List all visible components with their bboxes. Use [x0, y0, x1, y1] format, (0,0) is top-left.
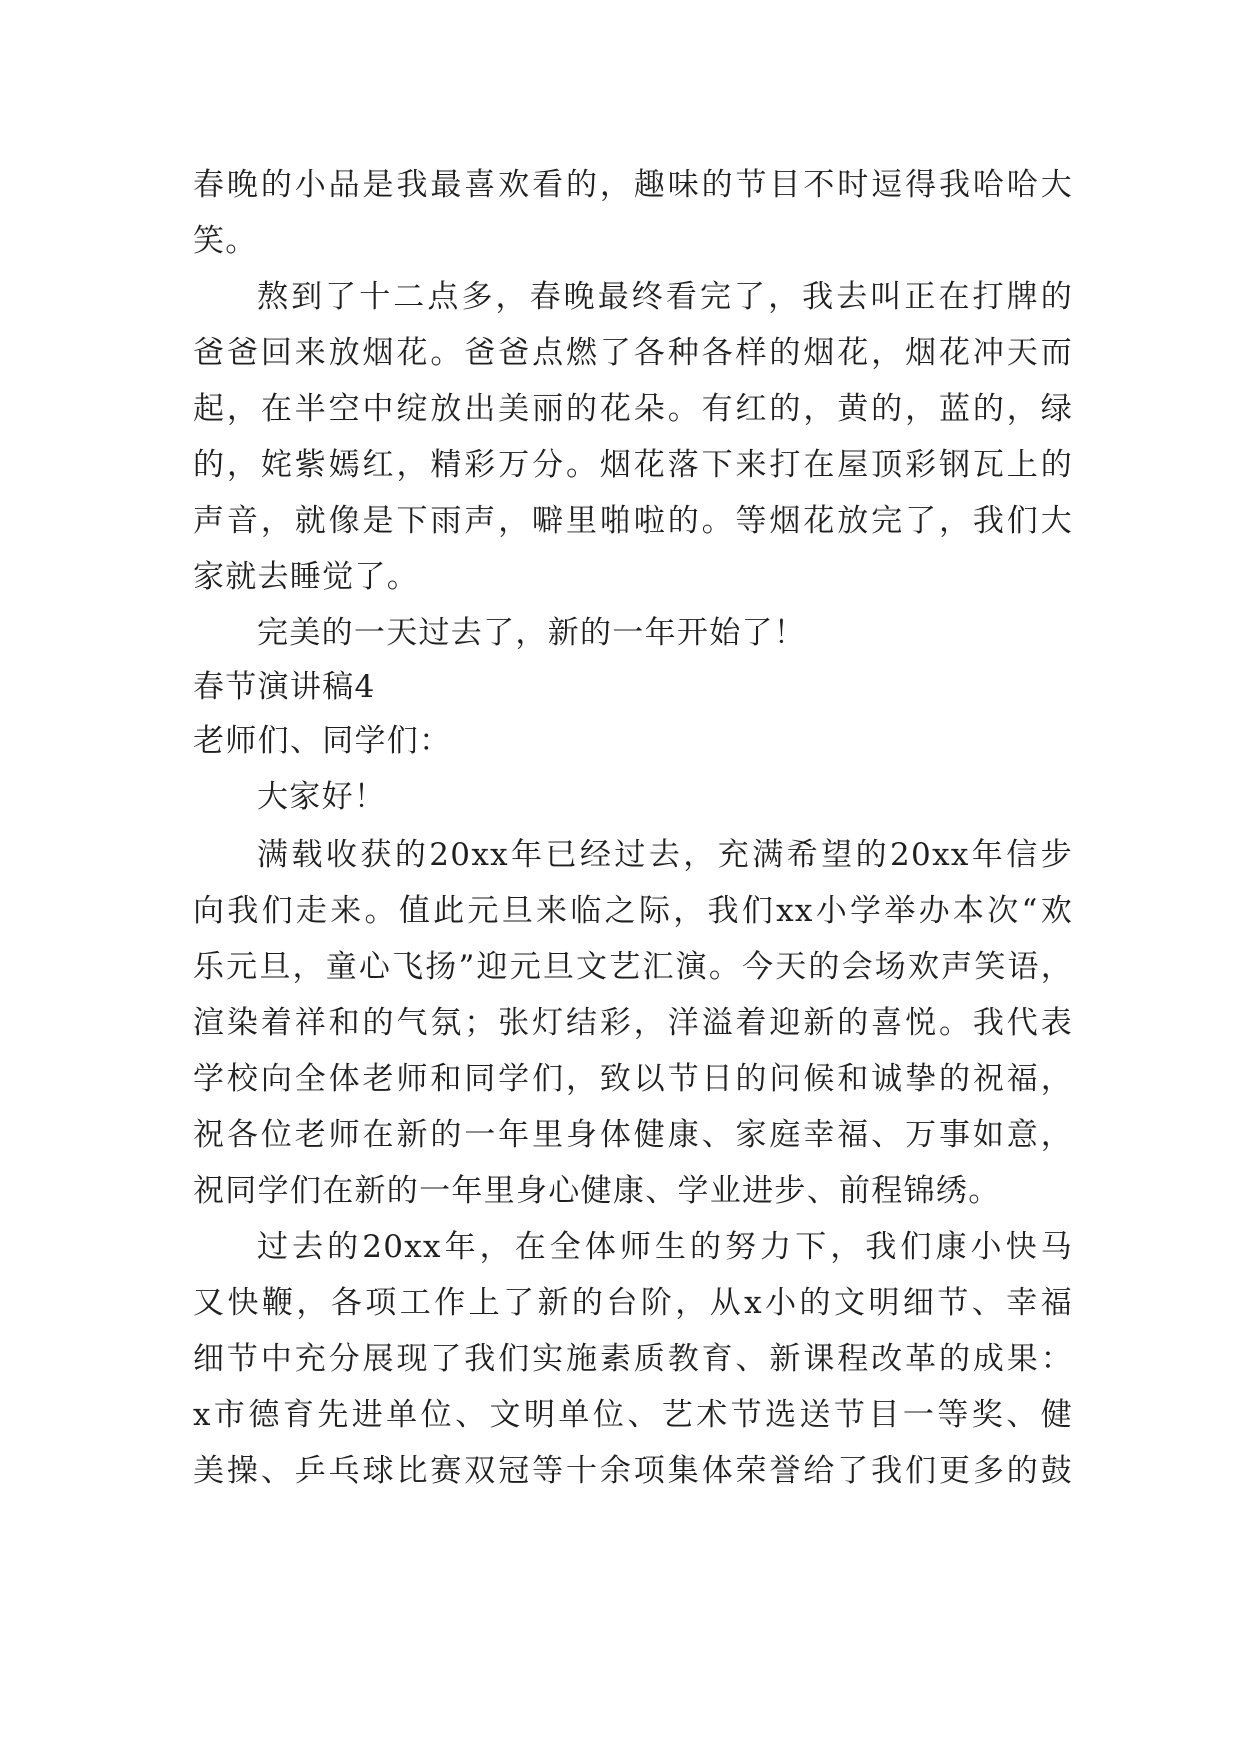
paragraph-line: 春晚的小品是我最喜欢看的，趣味的节目不时逗得我哈哈大: [193, 167, 1073, 203]
greeting: 大家好！: [257, 779, 387, 815]
paragraph-line: 熬到了十二点多，春晚最终看完了，我去叫正在打牌的: [257, 279, 1073, 315]
paragraph-line: 学校向全体老师和同学们，致以节日的问候和诚挚的祝福，: [193, 1061, 1073, 1097]
paragraph-line: 乐元旦，童心飞扬”迎元旦文艺汇演。今天的会场欢声笑语，: [193, 949, 1073, 985]
paragraph-line: 细节中充分展现了我们实施素质教育、新课程改革的成果：: [193, 1341, 1073, 1377]
paragraph-line: 的，姹紫嫣红，精彩万分。烟花落下来打在屋顶彩钢瓦上的: [193, 447, 1073, 483]
paragraph-line: 起，在半空中绽放出美丽的花朵。有红的，黄的，蓝的，绿: [193, 391, 1073, 427]
salutation: 老师们、同学们：: [193, 723, 452, 759]
paragraph-line: 美操、乒乓球比赛双冠等十余项集体荣誉给了我们更多的鼓: [193, 1453, 1073, 1489]
paragraph-line: 爸爸回来放烟花。爸爸点燃了各种各样的烟花，烟花冲天而: [193, 335, 1073, 371]
paragraph-line: 完美的一天过去了，新的一年开始了！: [257, 615, 807, 651]
paragraph-line: 过去的20xx年，在全体师生的努力下，我们康小快马: [257, 1229, 1073, 1265]
paragraph-line: 笑。: [193, 223, 258, 259]
paragraph-line: 家就去睡觉了。: [193, 559, 420, 595]
section-heading: 春节演讲稿4: [193, 669, 376, 705]
paragraph-line: 祝各位老师在新的一年里身体健康、家庭幸福、万事如意，: [193, 1117, 1073, 1153]
paragraph-line: 又快鞭，各项工作上了新的台阶，从x小的文明细节、幸福: [193, 1285, 1073, 1321]
paragraph-line: 向我们走来。值此元旦来临之际，我们xx小学举办本次“欢: [193, 893, 1073, 929]
paragraph-line: 渲染着祥和的气氛；张灯结彩，洋溢着迎新的喜悦。我代表: [193, 1005, 1073, 1041]
paragraph-line: 满载收获的20xx年已经过去，充满希望的20xx年信步: [257, 837, 1073, 873]
paragraph-line: x市德育先进单位、文明单位、艺术节选送节目一等奖、健: [193, 1397, 1073, 1433]
paragraph-line: 声音，就像是下雨声，噼里啪啦的。等烟花放完了，我们大: [193, 503, 1073, 539]
paragraph-line: 祝同学们在新的一年里身心健康、学业进步、前程锦绣。: [193, 1173, 1001, 1209]
